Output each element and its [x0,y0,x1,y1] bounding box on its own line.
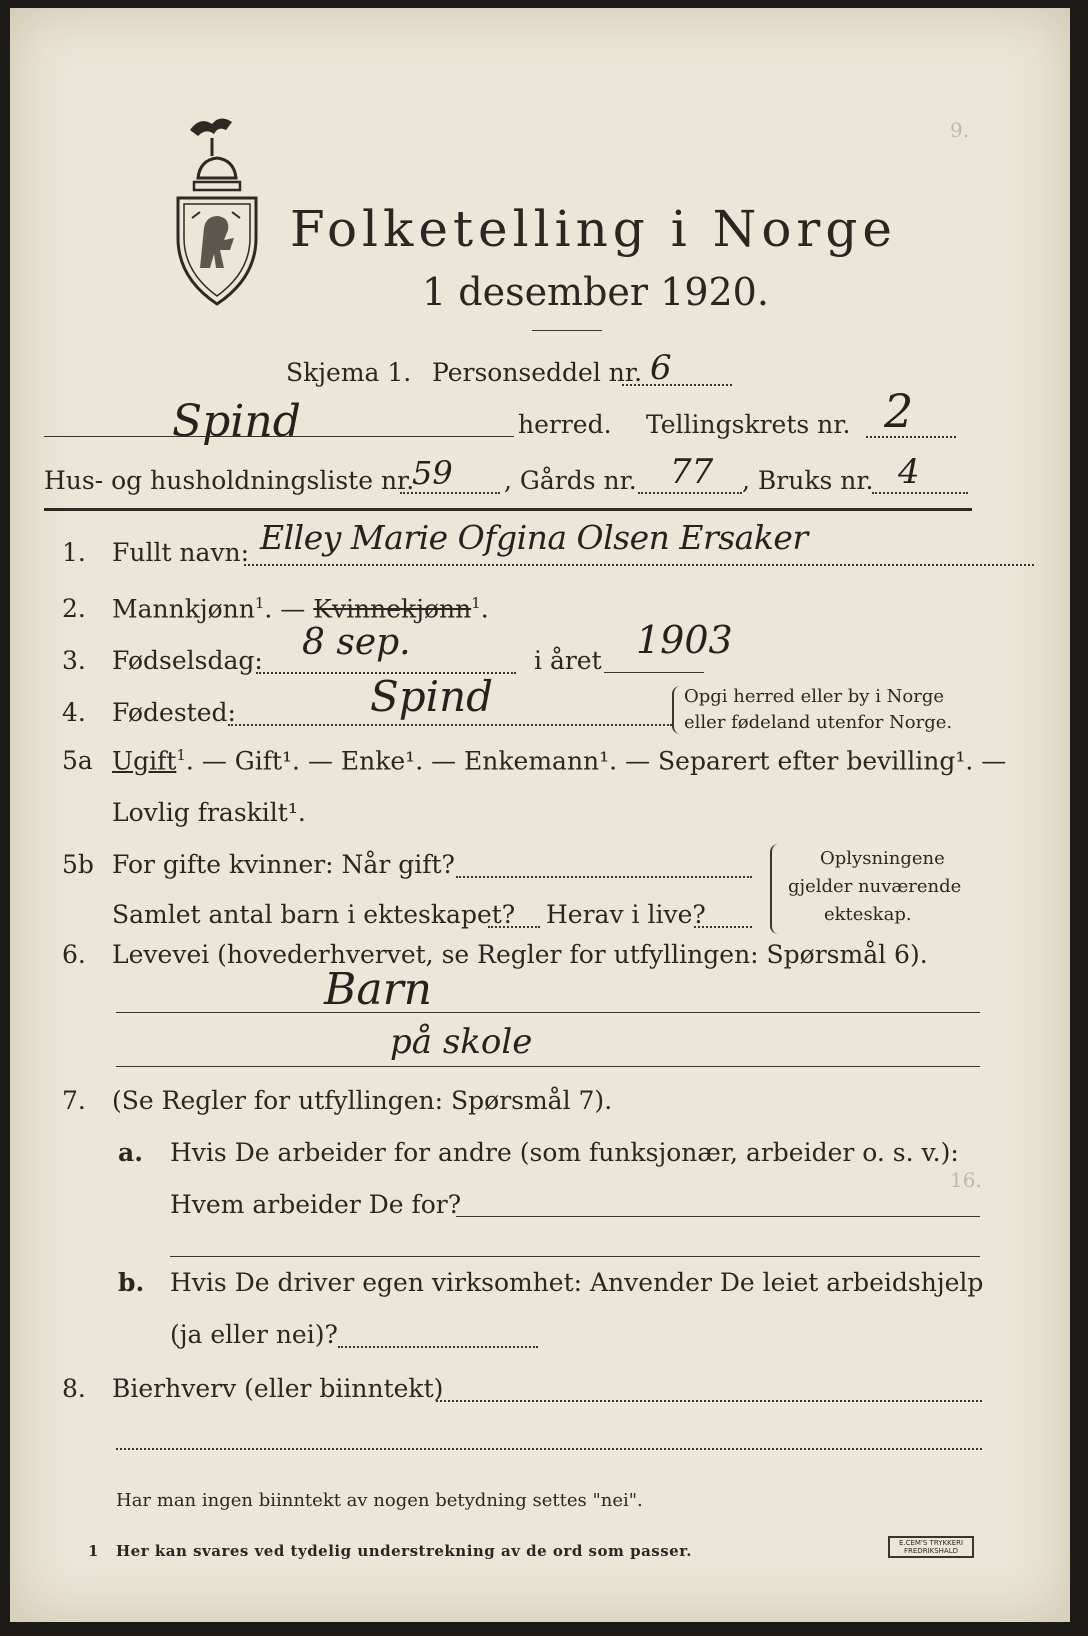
q7b-label-2: (ja eller nei)? [170,1320,338,1349]
gender-row: Mannkjønn$^1$. — Kvinnekjønn$^1$. [112,594,489,624]
note-brace [770,844,778,934]
bleed-through-mark: 9. [950,118,970,142]
bleed-through-mark: 16. [950,1168,982,1192]
census-form [10,8,1070,1622]
q5a-number: 5a [62,746,93,775]
birthplace-note-2: eller fødeland utenfor Norge. [684,712,953,733]
full-name-field[interactable] [244,564,1034,566]
husholdning-label: Hus- og husholdningsliste nr. [44,466,415,495]
q8-label: Bierhverv (eller biinntekt) [112,1374,444,1403]
header-rule [44,508,972,511]
q7-label: (Se Regler for utfyllingen: Spørsmål 7). [112,1086,613,1115]
q7b-letter: b. [118,1268,145,1297]
married-when-field[interactable] [456,876,752,878]
birthdate-value: 8 sep. [302,622,411,663]
footnote-number: 1 [88,1542,99,1560]
marriage-note-2: gjelder nuværende [788,876,962,897]
q7-number: 7. [62,1086,86,1115]
birthplace-note-1: Opgi herred eller by i Norge [684,686,945,707]
marriage-note-1: Oplysningene [820,848,945,869]
q1-label: Fullt navn: [112,538,250,567]
q3-number: 3. [62,646,86,675]
coat-of-arms-icon [170,108,265,318]
marriage-note-3: ekteskap. [824,904,912,925]
q2-number: 2. [62,594,86,623]
year-value: 1903 [636,618,733,662]
q4-number: 4. [62,698,86,727]
employer-field[interactable] [456,1216,980,1217]
q7b-label: Hvis De driver egen virksomhet: Anvender De leiet arbeidshjelp [170,1268,984,1297]
side-income-field[interactable] [436,1400,982,1402]
marital-status-row: Ugift$^1$. — Gift¹. — Enke¹. — Enkemann¹. — Separert efter bevilling¹. — [112,746,1007,776]
occupation-value-1: Barn [324,964,432,1015]
skjema-label: Skjema 1. [286,358,412,387]
husholdning-field[interactable] [400,492,500,494]
children-field[interactable] [488,926,540,928]
personseddel-value: 6 [650,348,672,388]
printer-stamp: E.CEM'S TRYKKERI FREDRIKSHALD [888,1536,974,1558]
side-income-field-2[interactable] [116,1448,982,1450]
note-brace [672,686,680,734]
footnote-text: Her kan svares ved tydelig understrekning av de ord som passer. [116,1542,692,1560]
q7a-letter: a. [118,1138,143,1167]
male-option[interactable]: Mannkjønn [112,594,255,624]
q3-label: Fødselsdag: [112,646,263,675]
form-date: 1 desember 1920. [422,270,769,314]
female-option[interactable]: Kvinnekjønn [313,594,472,624]
full-name-value: Elley Marie Ofgina Olsen Ersaker [260,518,808,557]
divorced-option[interactable]: Lovlig fraskilt¹. [112,798,306,827]
occupation-field-1[interactable] [116,1012,980,1013]
herred-field[interactable] [44,436,514,437]
tellingskrets-label: Tellingskrets nr. [646,410,851,439]
gards-label: , Gårds nr. [504,466,637,495]
income-note: Har man ingen biinntekt av nogen betydning settes "nei". [116,1490,643,1511]
marital-other-options[interactable]: . — Gift¹. — Enke¹. — Enkemann¹. — Separert efter bevilling¹. — [185,746,1007,776]
gards-value: 77 [670,452,714,492]
q1-number: 1. [62,538,86,567]
hired-help-field[interactable] [338,1346,538,1348]
form-title: Folketelling i Norge [290,200,897,258]
bruks-field[interactable] [872,492,968,494]
gards-field[interactable] [638,492,742,494]
year-label: i året [534,646,602,675]
herred-label: herred. [518,410,612,439]
birthplace-field[interactable] [228,724,672,726]
q8-number: 8. [62,1374,86,1403]
husholdning-value: 59 [412,454,453,492]
alive-label: Herav i live? [546,900,706,929]
occupation-value-2: på skole [390,1022,533,1062]
q4-label: Fødested: [112,698,236,727]
bruks-value: 4 [898,452,920,492]
children-label: Samlet antal barn i ekteskapet? [112,900,516,929]
married-when-label: For gifte kvinner: Når gift? [112,850,455,879]
employer-field-2[interactable] [170,1256,980,1257]
herred-value: Spind [172,396,301,447]
q6-label: Levevei (hovederhvervet, se Regler for utfyllingen: Spørsmål 6). [112,940,928,969]
q6-number: 6. [62,940,86,969]
q7a-employer-label: Hvem arbeider De for? [170,1190,462,1219]
divider [532,330,602,331]
personseddel-field[interactable] [622,384,732,386]
year-field[interactable] [604,672,704,673]
tellingskrets-value: 2 [884,384,914,438]
personseddel-label: Personseddel nr. [432,358,643,387]
q5b-number: 5b [62,850,94,879]
bruks-label: , Bruks nr. [742,466,874,495]
birthplace-value: Spind [370,672,494,721]
q7a-label: Hvis De arbeider for andre (som funksjonær, arbeider o. s. v.): [170,1138,959,1167]
alive-field[interactable] [694,926,752,928]
occupation-field-2[interactable] [116,1066,980,1067]
ugift-option[interactable]: Ugift [112,746,177,776]
